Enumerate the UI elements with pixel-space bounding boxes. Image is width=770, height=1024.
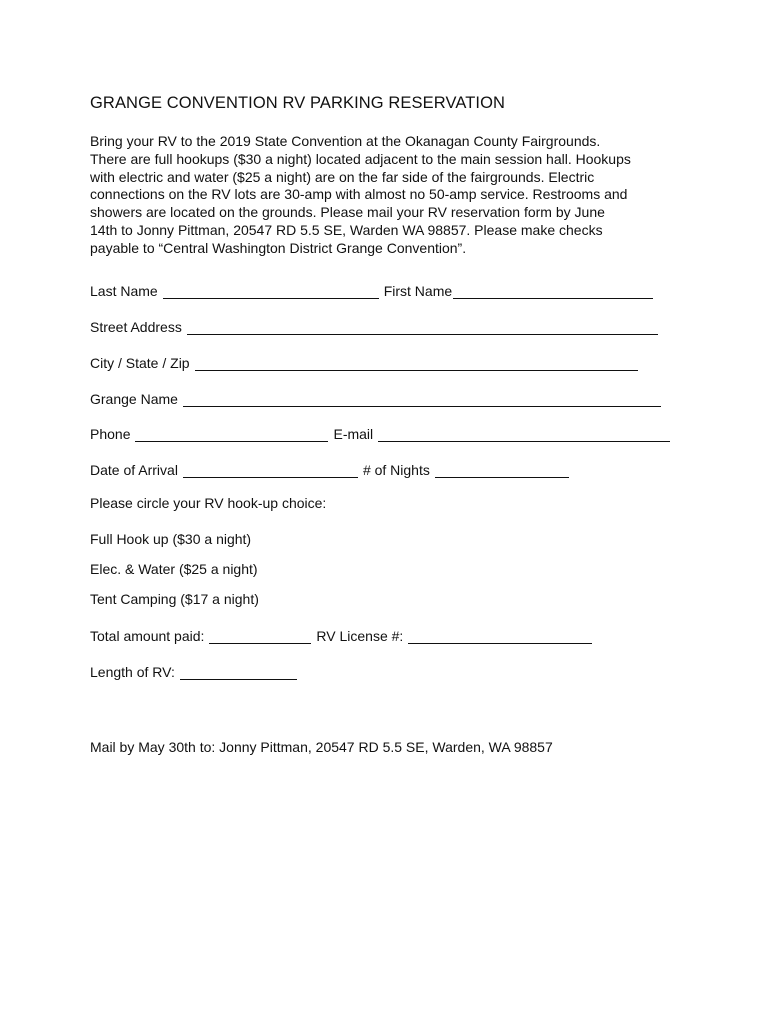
phone-label: Phone	[90, 426, 131, 442]
city-state-zip-label: City / State / Zip	[90, 355, 190, 371]
total-paid-label: Total amount paid:	[90, 628, 205, 644]
rv-license-label: RV License #:	[316, 628, 404, 644]
payment-row	[90, 624, 592, 644]
hookup-option-elec-water[interactable]: Elec. & Water ($25 a night)	[90, 561, 258, 577]
date-of-arrival-label: Date of Arrival	[90, 462, 178, 478]
intro-line: 14th to Jonny Pittman, 20547 RD 5.5 SE, Warden WA 98857. Please make checks	[90, 221, 603, 238]
email-field[interactable]	[378, 427, 670, 442]
intro-line: There are full hookups ($30 a night) located adjacent to the main session hall. Hookups	[90, 150, 631, 167]
length-of-rv-label: Length of RV:	[90, 664, 175, 680]
last-name-label: Last Name	[90, 283, 158, 299]
mail-to-line: Mail by May 30th to: Jonny Pittman, 20547 RD 5.5 SE, Warden, WA 98857	[90, 739, 553, 755]
arrival-row	[90, 458, 569, 478]
length-row	[90, 660, 297, 680]
page-title: GRANGE CONVENTION RV PARKING RESERVATION	[90, 94, 506, 112]
grange-name-label: Grange Name	[90, 391, 178, 407]
total-paid-field[interactable]	[209, 629, 311, 644]
num-nights-field[interactable]	[435, 463, 569, 478]
email-label: E-mail	[333, 426, 374, 442]
length-of-rv-field[interactable]	[180, 665, 297, 680]
intro-line: with electric and water ($25 a night) are on the far side of the fairgrounds. Electric	[90, 168, 595, 185]
hookup-option-tent[interactable]: Tent Camping ($17 a night)	[90, 591, 259, 607]
contact-row	[90, 422, 670, 442]
street-address-field[interactable]	[187, 320, 658, 335]
intro-line: payable to “Central Washington District Grange Convention”.	[90, 239, 467, 256]
phone-field[interactable]	[135, 427, 328, 442]
first-name-label: First Name	[383, 283, 453, 299]
street-address-label: Street Address	[90, 319, 182, 335]
first-name-field[interactable]	[453, 284, 653, 299]
hookup-prompt: Please circle your RV hook-up choice:	[90, 495, 327, 511]
city-state-zip-row	[90, 351, 638, 371]
street-address-row	[90, 315, 658, 335]
name-row	[90, 279, 653, 299]
city-state-zip-field[interactable]	[195, 356, 638, 371]
rv-license-field[interactable]	[408, 629, 592, 644]
intro-line: connections on the RV lots are 30-amp with almost no 50-amp service. Restrooms and	[90, 186, 628, 203]
intro-line: showers are located on the grounds. Please mail your RV reservation form by June	[90, 204, 605, 221]
hookup-option-full[interactable]: Full Hook up ($30 a night)	[90, 531, 252, 547]
intro-line: Bring your RV to the 2019 State Convention at the Okanagan County Fairgrounds.	[90, 133, 601, 149]
last-name-field[interactable]	[163, 284, 379, 299]
grange-name-row	[90, 387, 661, 407]
intro-paragraph	[90, 133, 680, 258]
grange-name-field[interactable]	[183, 392, 661, 407]
date-of-arrival-field[interactable]	[183, 463, 358, 478]
num-nights-label: # of Nights	[362, 462, 430, 478]
